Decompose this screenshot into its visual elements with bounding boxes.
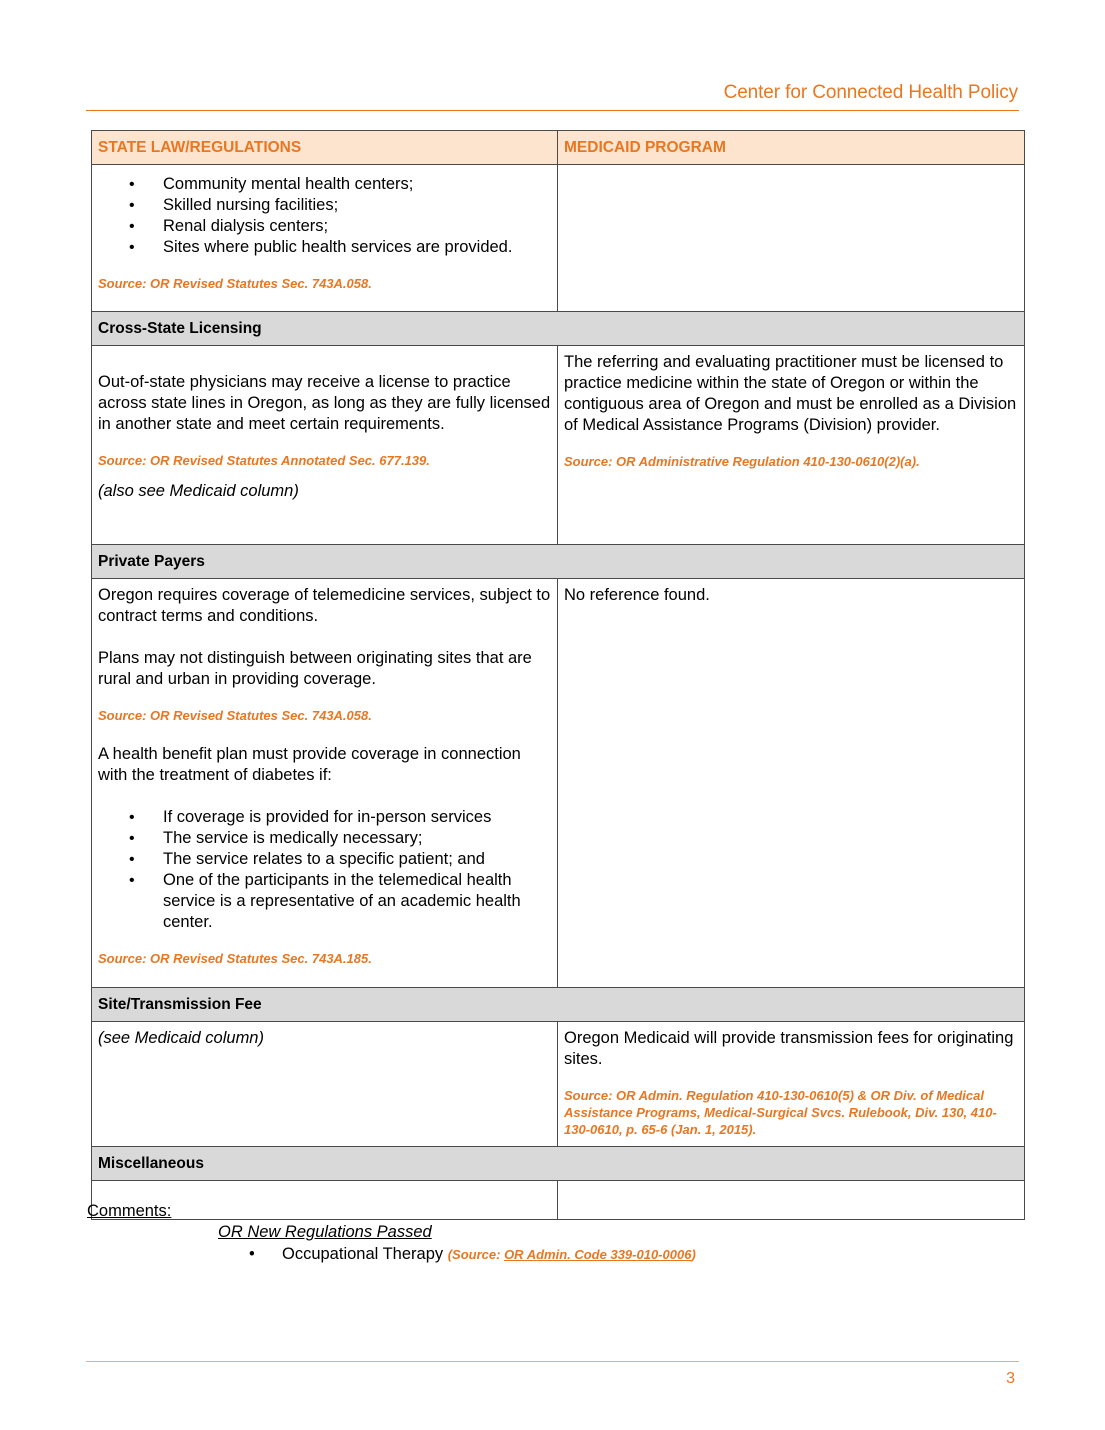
table-row xyxy=(92,579,1025,988)
source-prefix: (Source: xyxy=(447,1247,505,1262)
cross-reference-note: (see Medicaid column) xyxy=(98,1029,264,1047)
source-citation: Source: OR Revised Statutes Sec. 743A.185. xyxy=(98,951,372,966)
cell-text: The referring and evaluating practitioner must be licensed to practice medicine within the state of Oregon or within the contiguous area of Oregon and must be enrolled as a Division of Medical Assistance Programs (Division) provider. xyxy=(564,353,1017,434)
source-citation: Source: OR Admin. Regulation 410-130-0610(5) & OR Div. of Medical Assistance Programs, Medical-Surgical Svcs. Rulebook, Div. 130, 410-130-0610, p. 65-6 (Jan. 1, 2015). xyxy=(564,1088,997,1137)
source-citation: Source: OR Revised Statutes Annotated Sec. 677.139. xyxy=(98,453,430,468)
diabetes-conditions-list xyxy=(98,807,551,933)
cell-text: No reference found. xyxy=(564,586,710,604)
list-item: • The service relates to a specific patient; and xyxy=(163,849,551,870)
document-header-title: Center for Connected Health Policy xyxy=(723,82,1018,103)
bullet-icon: • xyxy=(249,1245,255,1263)
section-row-private-payers xyxy=(92,545,1025,579)
state-law-cell xyxy=(92,346,558,545)
comment-text: Occupational Therapy xyxy=(282,1245,444,1263)
section-row-miscellaneous xyxy=(92,1147,1025,1181)
medicaid-cell xyxy=(558,579,1025,988)
list-item: • The service is medically necessary; xyxy=(163,828,551,849)
state-law-cell xyxy=(92,1022,558,1147)
medicaid-cell xyxy=(558,165,1025,312)
table-row xyxy=(92,165,1025,312)
list-item: • If coverage is provided for in-person services xyxy=(163,807,551,828)
section-row-site-transmission-fee xyxy=(92,988,1025,1022)
state-law-cell xyxy=(92,165,558,312)
list-item: • One of the participants in the telemedical health service is a representative of an academic health center. xyxy=(163,870,551,933)
list-item: • Sites where public health services are provided. xyxy=(163,237,551,258)
cell-text: Oregon requires coverage of telemedicine services, subject to contract terms and conditions. xyxy=(98,586,551,625)
state-law-cell xyxy=(92,579,558,988)
list-item: • Skilled nursing facilities; xyxy=(163,195,551,216)
cell-text: Oregon Medicaid will provide transmission fees for originating sites. xyxy=(564,1029,1014,1068)
column-header-medicaid: MEDICAID PROGRAM xyxy=(558,131,1025,165)
medicaid-cell xyxy=(558,1181,1025,1220)
table-row xyxy=(92,346,1025,545)
comments-label: Comments: xyxy=(87,1202,172,1220)
source-link[interactable]: OR Admin. Code 339-010-0006 xyxy=(504,1247,692,1262)
section-row-cross-state-licensing xyxy=(92,312,1025,346)
source-citation: Source: OR Revised Statutes Sec. 743A.058. xyxy=(98,708,372,723)
table-row xyxy=(92,1181,1025,1220)
column-header-state-law: STATE LAW/REGULATIONS xyxy=(92,131,558,165)
cell-text: Out-of-state physicians may receive a license to practice across state lines in Oregon, as long as they are fully licensed in another state and meet certain requirements. xyxy=(98,373,551,433)
footer-divider xyxy=(86,1361,1019,1362)
table-row xyxy=(92,1022,1025,1147)
header-divider xyxy=(86,110,1019,111)
table-header-row xyxy=(92,131,1025,165)
site-type-list xyxy=(98,174,551,258)
section-title: Miscellaneous xyxy=(92,1147,1025,1181)
comment-source xyxy=(448,1247,696,1262)
page-number: 3 xyxy=(1006,1370,1015,1387)
policy-table xyxy=(91,130,1025,1220)
cell-text: Plans may not distinguish between originating sites that are rural and urban in providing coverage. xyxy=(98,649,532,688)
comment-item xyxy=(249,1245,696,1264)
list-item: • Community mental health centers; xyxy=(163,174,551,195)
source-suffix: ) xyxy=(691,1247,696,1262)
section-title: Private Payers xyxy=(92,545,1025,579)
medicaid-cell xyxy=(558,1022,1025,1147)
source-citation: Source: OR Administrative Regulation 410-130-0610(2)(a). xyxy=(564,454,920,469)
cross-reference-note: (also see Medicaid column) xyxy=(98,482,299,500)
cell-text: A health benefit plan must provide coverage in connection with the treatment of diabetes if: xyxy=(98,745,521,784)
comments-subheading: OR New Regulations Passed xyxy=(218,1223,432,1241)
section-title: Cross-State Licensing xyxy=(92,312,1025,346)
medicaid-cell xyxy=(558,346,1025,545)
source-citation: Source: OR Revised Statutes Sec. 743A.058. xyxy=(98,276,372,291)
list-item: • Renal dialysis centers; xyxy=(163,216,551,237)
section-title: Site/Transmission Fee xyxy=(92,988,1025,1022)
